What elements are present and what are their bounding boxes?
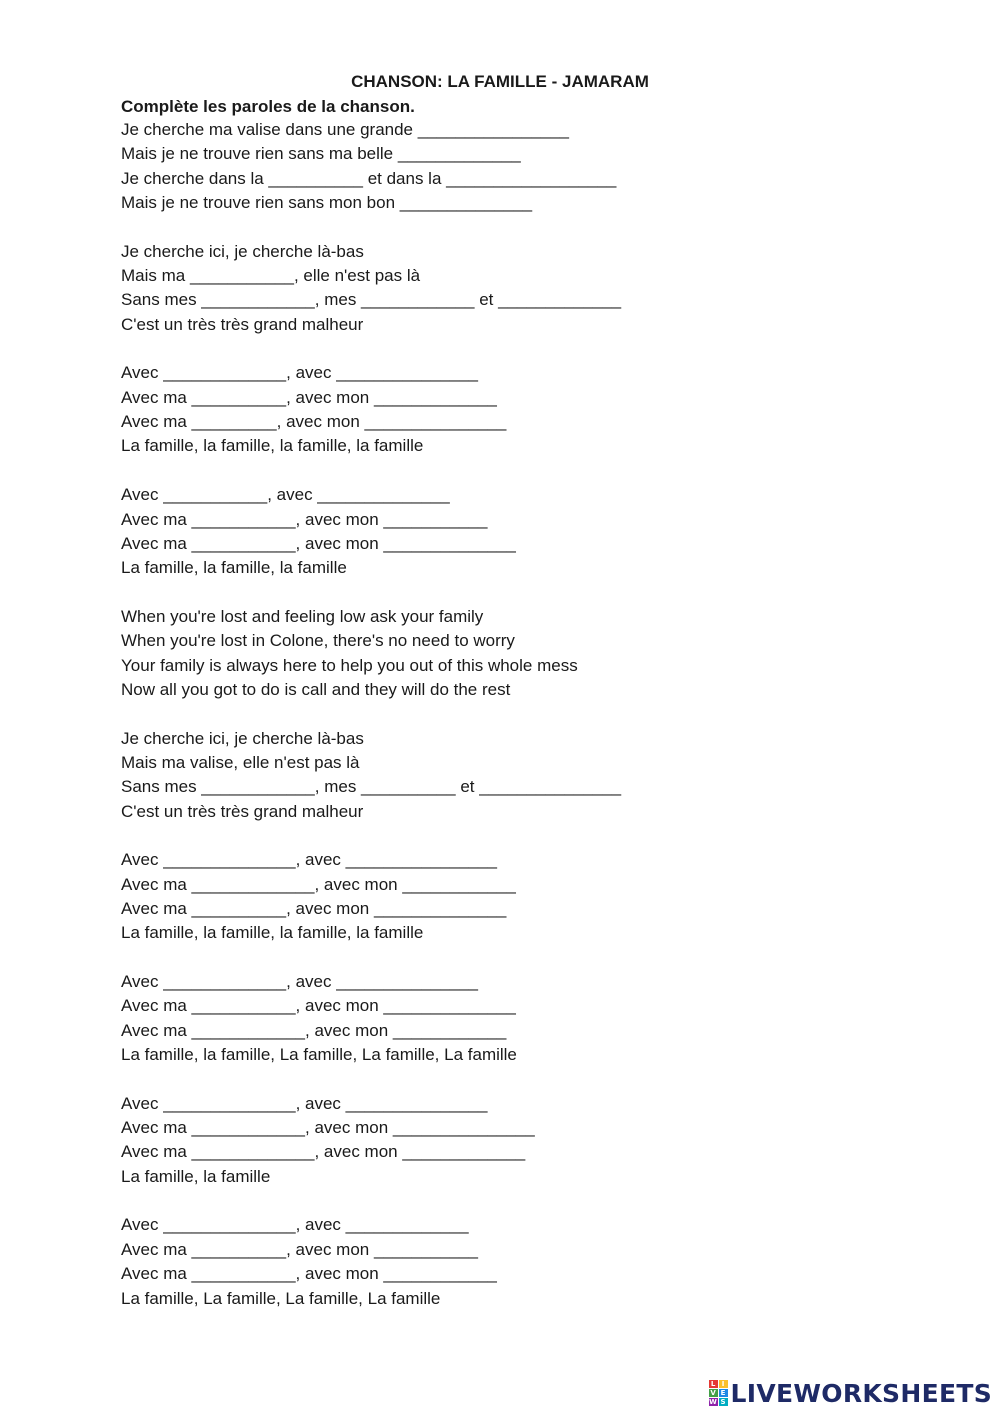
liveworksheets-mark-icon: [709, 1380, 728, 1406]
lyric-line: Mais ma ___________, elle n'est pas là: [121, 266, 421, 286]
lyric-line: Sans mes ____________, mes ____________ et _____________: [121, 290, 622, 310]
lyric-line: Avec ______________, avec _______________: [121, 1093, 488, 1113]
lyric-line: Avec ______________, avec ________________: [121, 850, 497, 870]
lyric-line: Avec _____________, avec _______________: [121, 972, 479, 992]
lyric-line: Avec ma _________, avec mon _______________: [121, 412, 507, 432]
logo-mark-tile: W: [709, 1398, 717, 1406]
lyric-line: La famille, La famille, La famille, La famille: [121, 1288, 441, 1308]
stanza: [121, 1213, 741, 1310]
logo-mark-tile: E: [719, 1389, 728, 1397]
lyric-line: Avec ma __________, avec mon ___________: [121, 1239, 478, 1259]
lyric-line: Your family is always here to help you out of this whole mess: [121, 655, 578, 675]
lyric-line: Je cherche ici, je cherche là-bas: [121, 728, 364, 748]
lyric-line: Avec _____________, avec _______________: [121, 363, 479, 383]
lyric-line: La famille, la famille, la famille, la famille: [121, 923, 424, 943]
lyric-line: Mais je ne trouve rien sans ma belle _____________: [121, 144, 521, 164]
lyric-line: Now all you got to do is call and they will do the rest: [121, 679, 511, 699]
stanza: [121, 605, 741, 702]
lyric-line: Avec ma ____________, avec mon ____________: [121, 1020, 507, 1040]
logo-text: LIVEWORKSHEETS: [730, 1378, 992, 1408]
lyric-line: La famille, la famille: [121, 1166, 271, 1186]
lyric-line: Avec ______________, avec _____________: [121, 1215, 469, 1235]
lyric-line: Mais je ne trouve rien sans mon bon ______________: [121, 193, 533, 213]
lyric-line: Mais ma valise, elle n'est pas là: [121, 752, 360, 772]
instruction-text: Complète les paroles de la chanson.: [121, 97, 415, 116]
logo-mark-tile: L: [709, 1380, 718, 1388]
lyric-line: Avec ma ____________, avec mon _______________: [121, 1118, 535, 1138]
lyric-line: C'est un très très grand malheur: [121, 801, 364, 821]
lyric-line: Je cherche dans la __________ et dans la __________________: [121, 168, 617, 188]
lyric-line: When you're lost in Colone, there's no need to worry: [121, 631, 515, 651]
stanza: [121, 727, 741, 824]
lyric-line: Avec ma ___________, avec mon ____________: [121, 1264, 497, 1284]
lyric-line: Avec ma _____________, avec mon _____________: [121, 1142, 526, 1162]
lyric-line: La famille, la famille, la famille, la famille: [121, 436, 424, 456]
lyric-line: Je cherche ici, je cherche là-bas: [121, 241, 364, 261]
logo-mark-tile: V: [710, 1389, 716, 1397]
lyric-line: When you're lost and feeling low ask your family: [121, 606, 484, 626]
lyric-line: Je cherche ma valise dans une grande ________________: [121, 120, 570, 139]
stanza: [121, 1092, 741, 1189]
stanza: [121, 483, 741, 580]
logo-mark-tile: S: [720, 1398, 726, 1406]
lyrics-body: [121, 118, 741, 1335]
lyric-line: Sans mes ____________, mes __________ et _______________: [121, 777, 622, 797]
lyric-line: Avec ma ___________, avec mon ______________: [121, 533, 516, 553]
stanza: [121, 118, 741, 215]
lyric-line: Avec ma ___________, avec mon ___________: [121, 509, 488, 529]
lyric-line: Avec ma _____________, avec mon ____________: [121, 874, 516, 894]
stanza: [121, 970, 741, 1067]
lyric-line: La famille, la famille, la famille: [121, 558, 347, 578]
stanza: [121, 848, 741, 945]
worksheet-title: CHANSON: LA FAMILLE - JAMARAM: [351, 72, 649, 91]
lyric-line: Avec ___________, avec ______________: [121, 485, 450, 505]
stanza: [121, 361, 741, 458]
lyric-line: La famille, la famille, La famille, La famille, La famille: [121, 1045, 517, 1065]
stanza: [121, 240, 741, 337]
logo-mark-tile: I: [719, 1380, 728, 1388]
liveworksheets-logo: [709, 1379, 992, 1407]
lyric-line: Avec ma __________, avec mon ______________: [121, 899, 507, 918]
lyric-line: C'est un très très grand malheur: [121, 314, 364, 334]
lyric-line: Avec ma ___________, avec mon ______________: [121, 996, 516, 1016]
lyric-line: Avec ma __________, avec mon _____________: [121, 387, 497, 407]
